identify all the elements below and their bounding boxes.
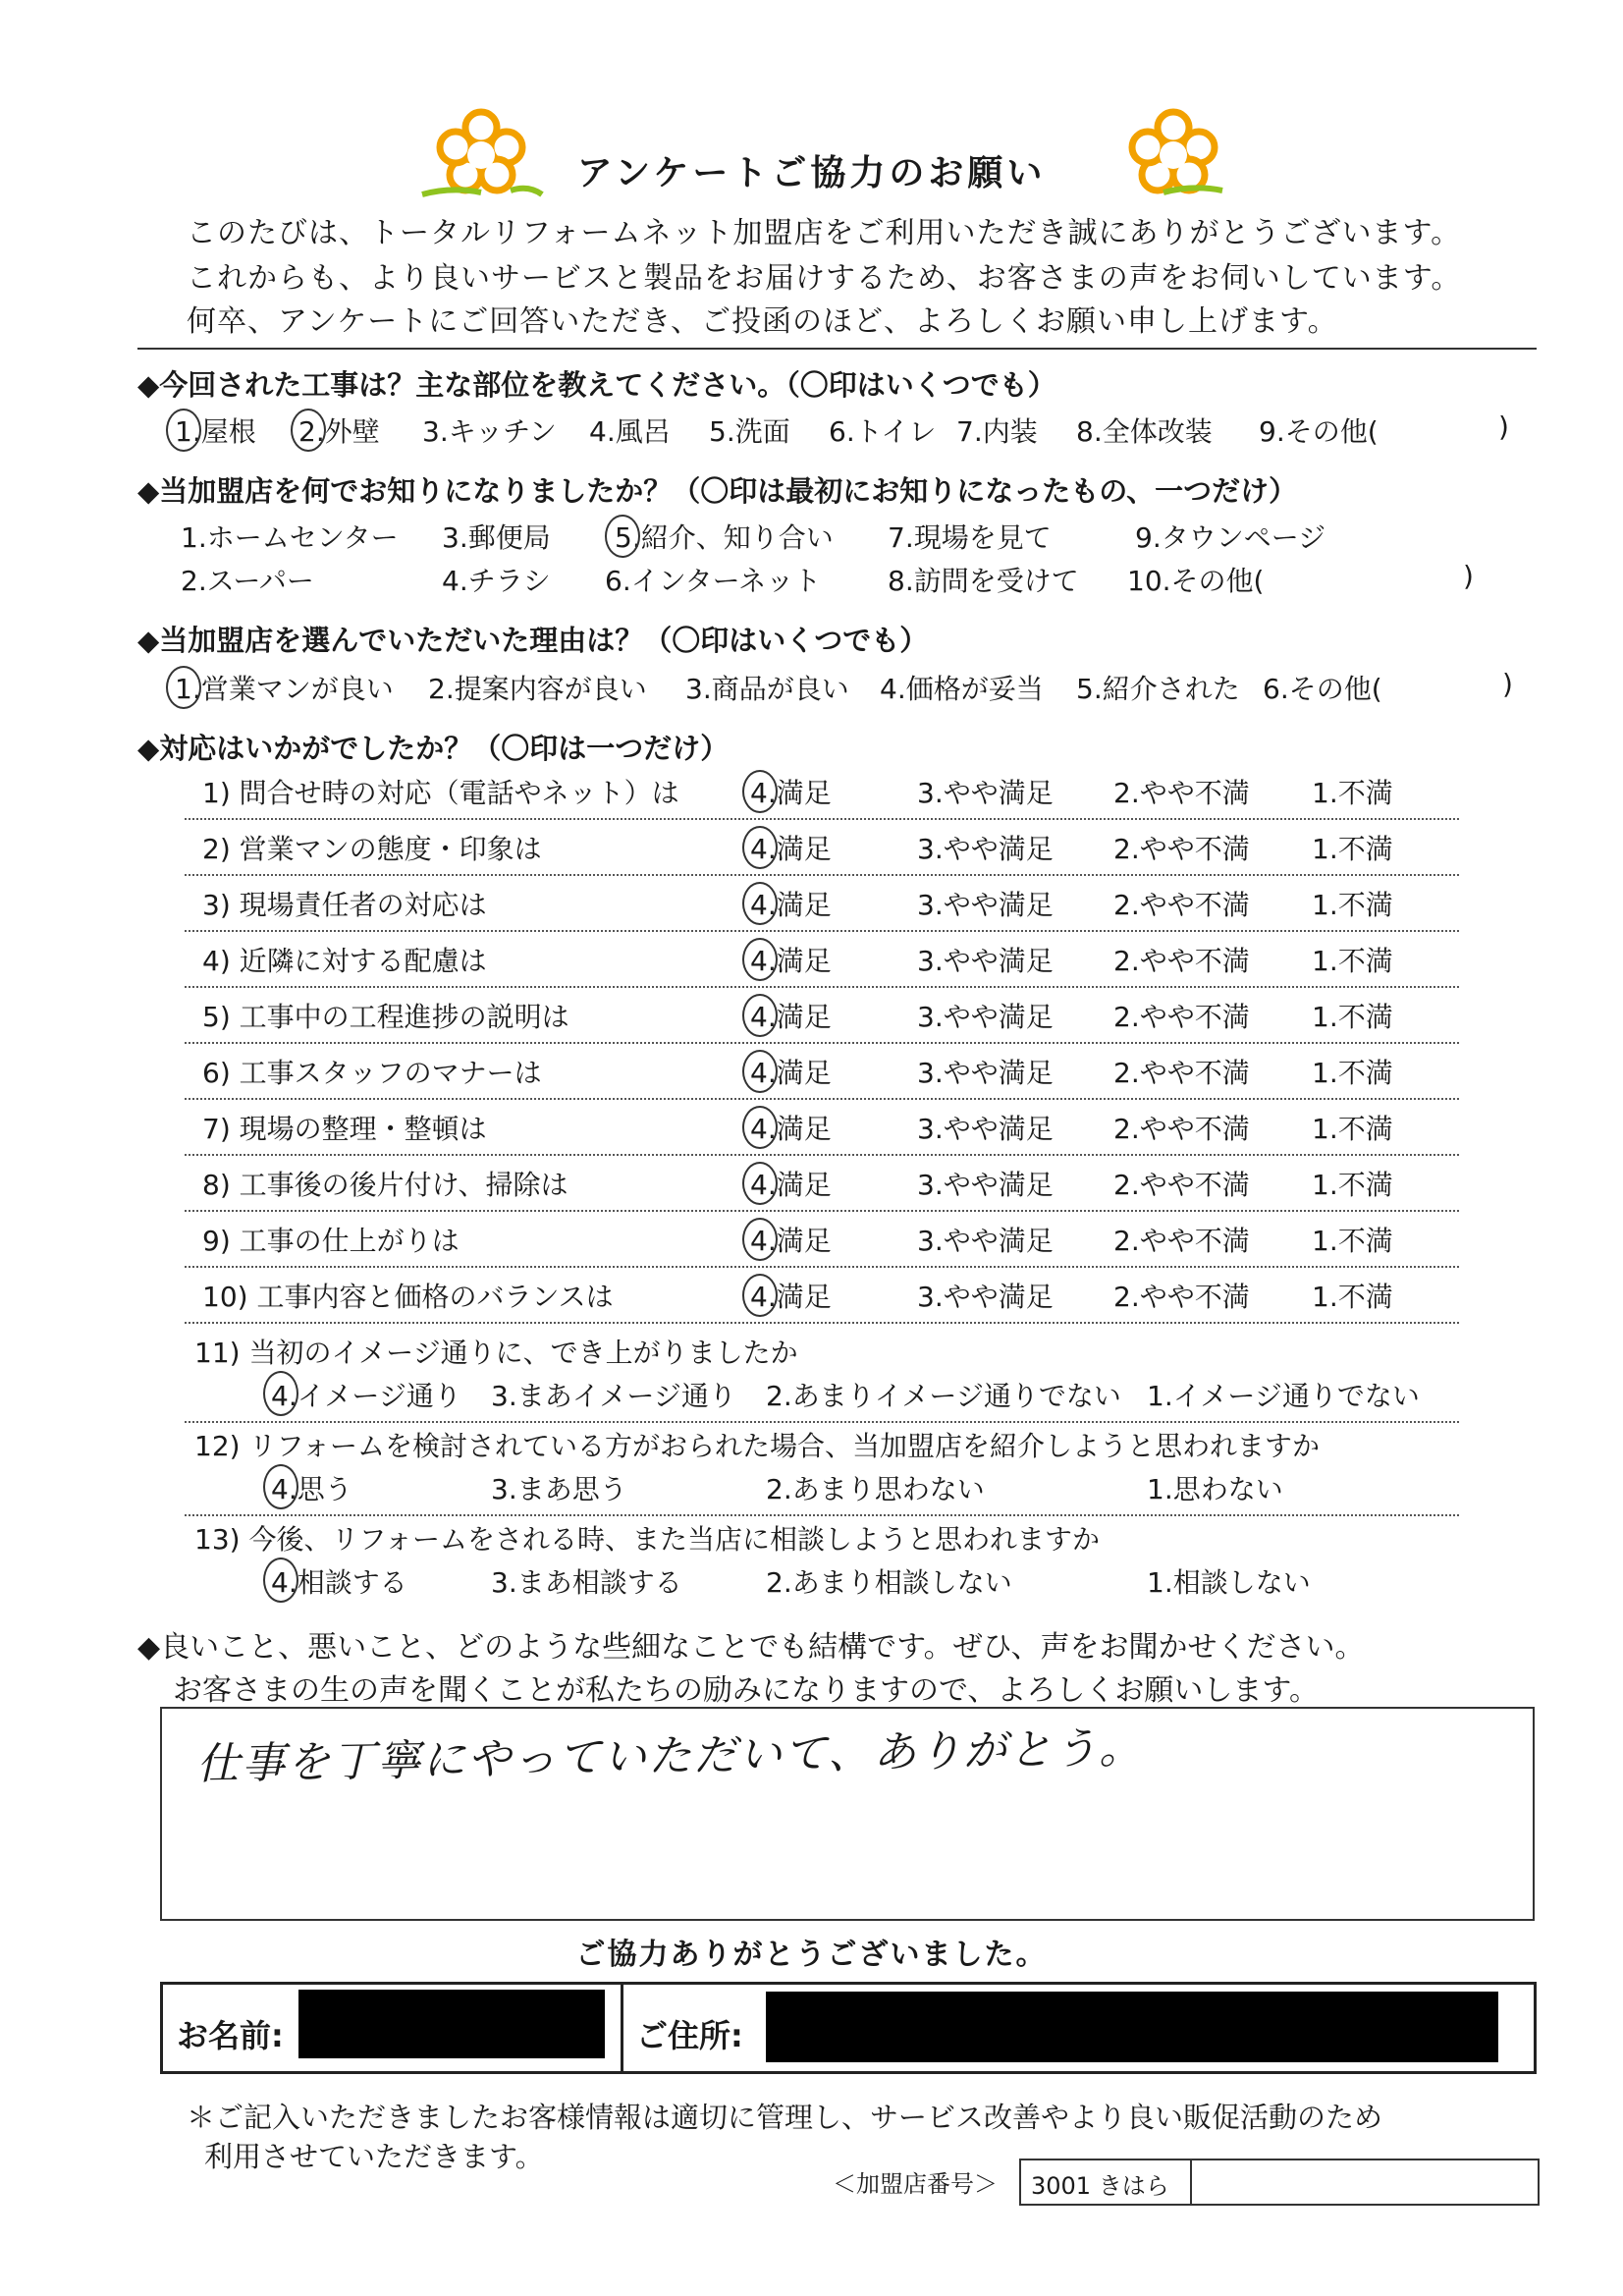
intro-line-3: 何卒、アンケートにご回答いただき、ご投函のほど、よろしくお願い申し上げます。 [187,304,1338,339]
rating-row [185,1154,1459,1212]
name-redaction [298,1990,605,2058]
q1-option-other[interactable]: 9.その他( [1259,415,1379,448]
divider [1190,2159,1192,2206]
rating-row [185,930,1459,988]
rating-row [185,1098,1459,1156]
choice-somewhat-satisfied[interactable]: 3.やや満足 [917,777,1054,809]
rating-question: 4) 近隣に対する配慮は [202,945,487,977]
choice-dissatisfied[interactable]: 1.不満 [1312,833,1393,865]
rating-row [185,762,1459,820]
q2-option-homecenter[interactable]: 1.ホームセンター [181,521,399,554]
rating-question: 6) 工事スタッフのマナーは [202,1057,542,1089]
followup-choice-2[interactable]: 2.あまり相談しない [766,1566,1012,1599]
q3-option-proposal[interactable]: 2.提案内容が良い [428,673,647,705]
name-label: お名前: [177,2017,284,2054]
privacy-note-line-2: 利用させていただきます。 [204,2140,544,2173]
rating-row [185,1266,1459,1324]
choice-somewhat-satisfied[interactable]: 3.やや満足 [917,1281,1054,1313]
rating-row [185,818,1459,876]
choice-somewhat-dissatisfied[interactable]: 2.やや不満 [1113,833,1250,865]
choice-somewhat-satisfied[interactable]: 3.やや満足 [917,1057,1054,1089]
choice-satisfied[interactable]: 4.満足 [750,1281,832,1313]
choice-dissatisfied[interactable]: 1.不満 [1312,889,1393,921]
choice-dissatisfied[interactable]: 1.不満 [1312,1281,1393,1313]
followup-choice-2[interactable]: 2.あまりイメージ通りでない [766,1380,1121,1412]
choice-dissatisfied[interactable]: 1.不満 [1312,1225,1393,1257]
q3-option-referred[interactable]: 5.紹介された [1076,673,1240,705]
choice-somewhat-dissatisfied[interactable]: 2.やや不満 [1113,1225,1250,1257]
selection-circle [291,409,326,452]
q2-heading: ◆当加盟店を何でお知りになりましたか？（〇印は最初にお知りになったもの、一つだけ） [137,474,1298,508]
rating-question: 8) 工事後の後片付け、掃除は [202,1169,568,1201]
choice-satisfied[interactable]: 4.満足 [750,833,832,865]
choice-somewhat-dissatisfied[interactable]: 2.やや不満 [1113,777,1250,809]
selection-circle [605,515,640,558]
choice-satisfied[interactable]: 4.満足 [750,1001,832,1033]
followup-question: 12) リフォームを検討されている方がおられた場合、当加盟店を紹介しようと思われますか [194,1430,1321,1462]
choice-somewhat-satisfied[interactable]: 3.やや満足 [917,1169,1054,1201]
followup-question: 11) 当初のイメージ通りに、でき上がりましたか [194,1337,798,1369]
choice-satisfied[interactable]: 4.満足 [750,1057,832,1089]
rating-question: 9) 工事の仕上がりは [202,1225,460,1257]
choice-somewhat-dissatisfied[interactable]: 2.やや不満 [1113,1057,1250,1089]
q1-option-other-close: ) [1498,410,1509,443]
rating-question: 3) 現場責任者の対応は [202,889,487,921]
q2-option-other[interactable]: 10.その他( [1127,565,1265,597]
choice-satisfied[interactable]: 4.満足 [750,1113,832,1145]
choice-somewhat-dissatisfied[interactable]: 2.やや不満 [1113,1169,1250,1201]
intro-line-1: このたびは、トータルリフォームネット加盟店をご利用いただき誠にありがとうございます。 [187,216,1462,250]
followup-choice-3[interactable]: 3.まあ相談する [491,1566,682,1599]
selection-circle [166,409,201,452]
q1-option-bath[interactable]: 4.風呂 [589,415,671,448]
followup-choice-4[interactable]: 4.思う [271,1473,352,1505]
q2-option-post[interactable]: 3.郵便局 [442,521,551,554]
thanks-message: ご協力ありがとうございました。 [575,1938,1048,1972]
rating-row [185,986,1459,1044]
rating-row [185,1210,1459,1268]
rating-row [185,1042,1459,1100]
followup-row [185,1328,1459,1423]
choice-somewhat-dissatisfied[interactable]: 2.やや不満 [1113,1113,1250,1145]
rating-question: 2) 営業マンの態度・印象は [202,833,542,865]
q3-option-price[interactable]: 4.価格が妥当 [880,673,1044,705]
choice-somewhat-satisfied[interactable]: 3.やや満足 [917,833,1054,865]
q1-option-wall[interactable]: 2.外壁 [298,415,380,448]
q1-option-kitchen[interactable]: 3.キッチン [422,415,557,448]
choice-somewhat-satisfied[interactable]: 3.やや満足 [917,889,1054,921]
choice-somewhat-dissatisfied[interactable]: 2.やや不満 [1113,1281,1250,1313]
q2-option-flyer[interactable]: 4.チラシ [442,565,551,597]
choice-somewhat-satisfied[interactable]: 3.やや満足 [917,945,1054,977]
privacy-note-line-1: ＊ご記入いただきましたお客様情報は適切に管理し、サービス改善やより良い販促活動のため [187,2101,1383,2134]
choice-dissatisfied[interactable]: 1.不満 [1312,1113,1393,1145]
rating-question: 7) 現場の整理・整頓は [202,1113,487,1145]
followup-choice-1[interactable]: 1.相談しない [1147,1566,1311,1599]
choice-dissatisfied[interactable]: 1.不満 [1312,1057,1393,1089]
selection-circle [166,666,201,709]
choice-somewhat-satisfied[interactable]: 3.やや満足 [917,1001,1054,1033]
choice-satisfied[interactable]: 4.満足 [750,889,832,921]
followup-row [185,1514,1459,1608]
followup-choice-4[interactable]: 4.相談する [271,1566,407,1599]
choice-somewhat-dissatisfied[interactable]: 2.やや不満 [1113,889,1250,921]
q2-option-referral[interactable]: 5.紹介、知り合い [615,521,834,554]
page-title: アンケートご協力のお願い [576,153,1047,193]
choice-satisfied[interactable]: 4.満足 [750,777,832,809]
q3-option-other-close: ) [1502,668,1513,700]
followup-choice-1[interactable]: 1.イメージ通りでない [1147,1380,1420,1412]
q1-option-interior[interactable]: 7.内装 [956,415,1038,448]
address-label: ご住所: [636,2017,743,2054]
divider [137,348,1537,350]
choice-dissatisfied[interactable]: 1.不満 [1312,1169,1393,1201]
q1-option-toilet[interactable]: 6.トイレ [829,415,937,448]
followup-choice-3[interactable]: 3.まあイメージ通り [491,1380,736,1412]
q2-option-visit[interactable]: 8.訪問を受けて [888,565,1079,597]
comment-text: 仕事を丁寧にやっていただいて、ありがとう。 [195,1722,1145,1790]
followup-choice-3[interactable]: 3.まあ思う [491,1473,627,1505]
comments-subheading: お客さまの生の声を聞くことが私たちの励みになりますので、よろしくお願いします。 [173,1673,1319,1708]
choice-somewhat-satisfied[interactable]: 3.やや満足 [917,1225,1054,1257]
choice-satisfied[interactable]: 4.満足 [750,1225,832,1257]
choice-somewhat-dissatisfied[interactable]: 2.やや不満 [1113,1001,1250,1033]
q1-option-roof[interactable]: 1.屋根 [175,415,256,448]
choice-dissatisfied[interactable]: 1.不満 [1312,1001,1393,1033]
choice-somewhat-satisfied[interactable]: 3.やや満足 [917,1113,1054,1145]
followup-choice-4[interactable]: 4.イメージ通り [271,1380,461,1412]
q2-option-super[interactable]: 2.スーパー [181,565,314,597]
comments-heading: ◆良いこと、悪いこと、どのような些細なことでも結構です。ぜひ、声をお聞かせください。 [137,1630,1365,1665]
rating-question: 1) 問合せ時の対応（電話やネット）は [202,777,679,809]
intro-line-2: これからも、より良いサービスと製品をお届けするため、お客さまの声をお伺いしています。 [187,261,1462,296]
choice-dissatisfied[interactable]: 1.不満 [1312,777,1393,809]
rating-question: 5) 工事中の工程進捗の説明は [202,1001,569,1033]
q3-option-sales[interactable]: 1.営業マンが良い [175,673,394,705]
store-number-label: ＜加盟店番号＞ [833,2170,998,2198]
q1-option-washroom[interactable]: 5.洗面 [709,415,790,448]
followup-choice-1[interactable]: 1.思わない [1147,1473,1283,1505]
followup-row [185,1421,1459,1516]
q3-heading: ◆当加盟店を選んでいただいた理由は？（〇印はいくつでも） [137,624,929,657]
store-number-value: 3001 きはら [1031,2172,1169,2200]
followup-choice-2[interactable]: 2.あまり思わない [766,1473,985,1505]
q3-option-product[interactable]: 3.商品が良い [685,673,849,705]
choice-satisfied[interactable]: 4.満足 [750,945,832,977]
q1-heading: ◆今回された工事は？主な部位を教えてください。（〇印はいくつでも） [137,368,1056,402]
address-redaction [766,1992,1498,2062]
rating-question: 10) 工事内容と価格のバランスは [202,1281,614,1313]
followup-question: 13) 今後、リフォームをされる時、また当店に相談しようと思われますか [194,1523,1101,1556]
choice-somewhat-dissatisfied[interactable]: 2.やや不満 [1113,945,1250,977]
q1-option-full[interactable]: 8.全体改装 [1076,415,1213,448]
q2-option-site[interactable]: 7.現場を見て [888,521,1052,554]
q4-heading: ◆対応はいかがでしたか？（〇印は一つだけ） [137,732,730,765]
choice-satisfied[interactable]: 4.満足 [750,1169,832,1201]
choice-dissatisfied[interactable]: 1.不満 [1312,945,1393,977]
divider [621,1982,623,2074]
q3-option-other[interactable]: 6.その他( [1263,673,1382,705]
q2-option-internet[interactable]: 6.インターネット [605,565,822,597]
q2-option-other-close: ) [1463,560,1474,592]
rating-row [185,874,1459,932]
q2-option-townpage[interactable]: 9.タウンページ [1135,521,1326,554]
